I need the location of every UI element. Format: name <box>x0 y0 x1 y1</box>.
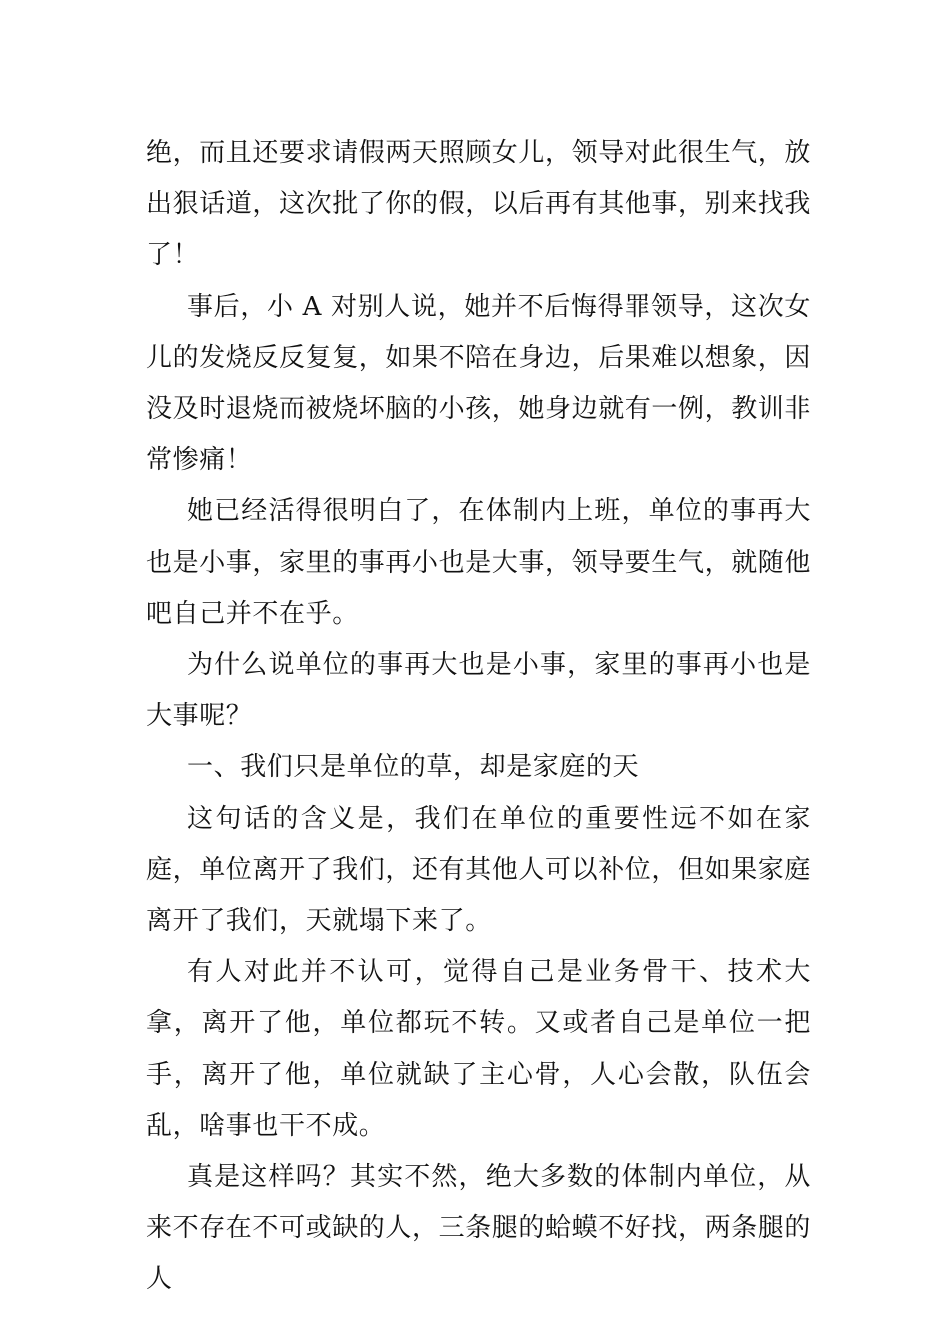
paragraph-5: 这句话的含义是，我们在单位的重要性远不如在家庭，单位离开了我们，还有其他人可以补位，但如果家庭离开了我们，天就塌下来了。 <box>146 803 812 937</box>
paragraph-4: 为什么说单位的事再大也是小事，家里的事再小也是大事呢？ <box>146 650 811 732</box>
paragraph-6: 有人对此并不认可，觉得自己是业务骨干、技术大拿，离开了他，单位都玩不转。又或者自己是单位一把手，离开了他，单位就缺了主心骨，人心会散，队伍会乱，啥事也干不成。 <box>146 957 811 1141</box>
section-heading-1: 一、我们只是单位的草，却是家庭的天 <box>187 752 640 783</box>
article-body <box>146 128 811 1306</box>
paragraph-2: 事后，小 A 对别人说，她并不后悔得罪领导，这次女儿的发烧反反复复，如果不陪在身边，后果难以想象，因没及时退烧而被烧坏脑的小孩，她身边就有一例，教训非常惨痛！ <box>146 291 812 476</box>
paragraph-3: 她已经活得很明白了，在体制内上班，单位的事再大也是小事，家里的事再小也是大事，领导要生气，就随他吧自己并不在乎。 <box>146 496 812 629</box>
paragraph-1: 绝，而且还要求请假两天照顾女儿，领导对此很生气，放出狠话道，这次批了你的假，以后再有其他事，别来找我了！ <box>146 138 812 271</box>
paragraph-7: 真是这样吗？其实不然，绝大多数的体制内单位，从来不存在不可或缺的人，三条腿的蛤蟆不好找，两条腿的人 <box>146 1162 812 1295</box>
